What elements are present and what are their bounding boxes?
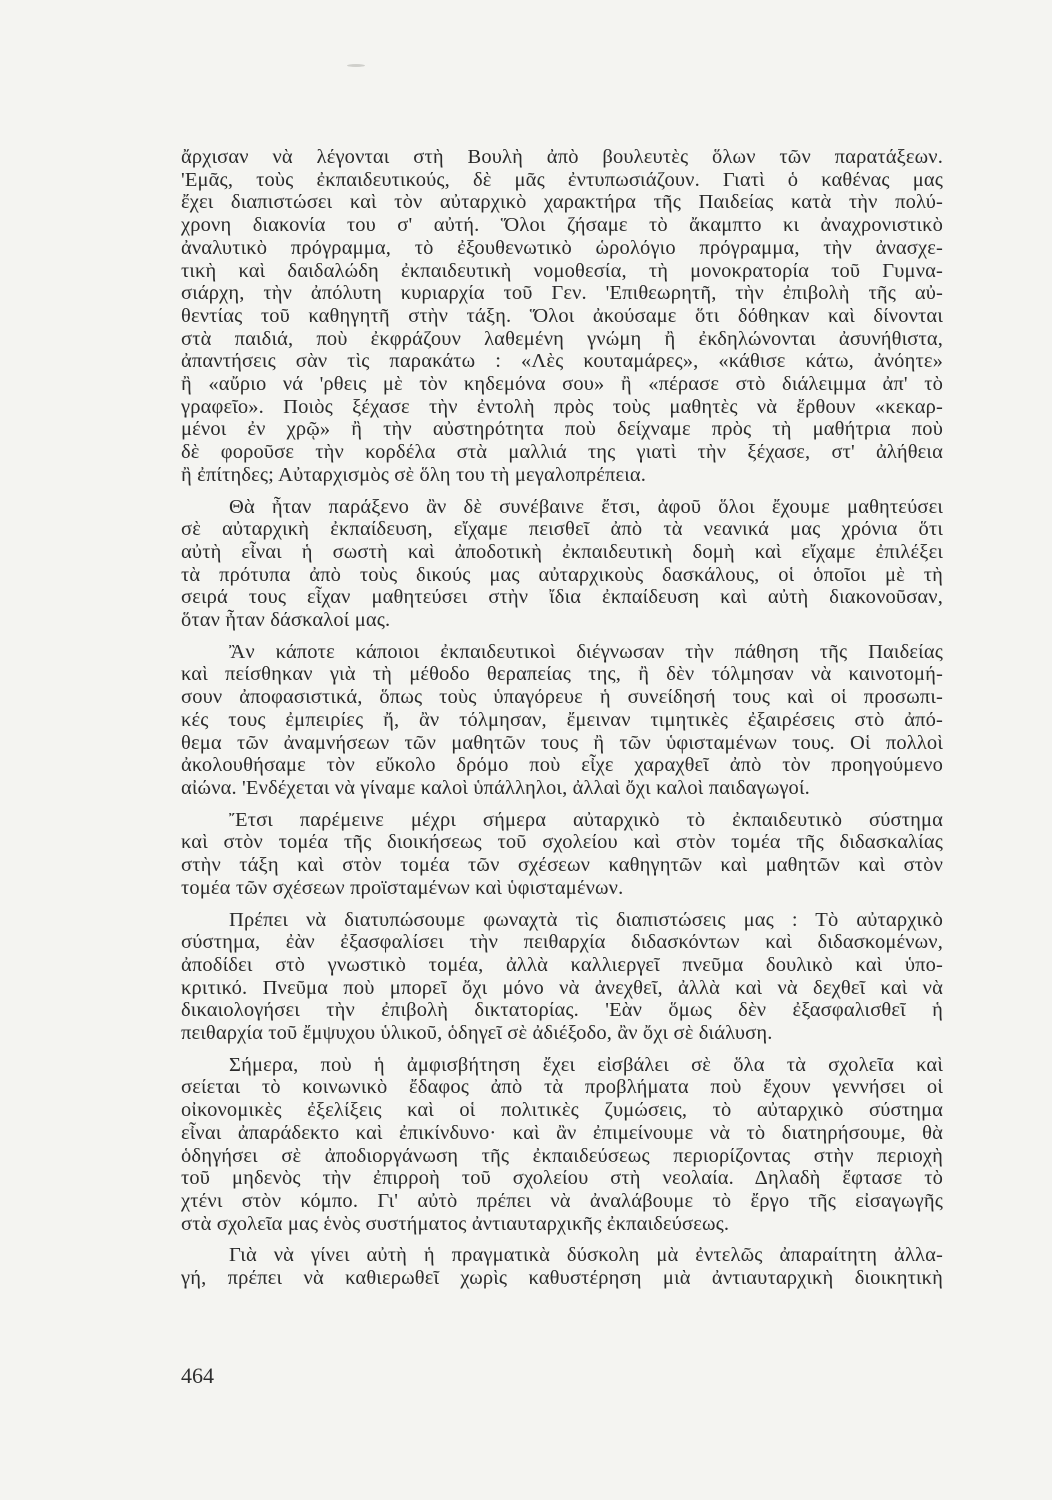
paragraph [181,809,943,900]
paragraph [181,1244,943,1289]
paragraph [181,641,943,800]
text-line: σειρά τους εἶχαν μαθητεύσει στὴν ἴδια ἐκπαίδευση καὶ αὐτὴ διακονοῦσαν, [181,586,943,609]
paragraph [181,496,943,632]
text-line: σιάρχη, τὴν ἀπόλυτη κυριαρχία τοῦ Γεν. 'Επιθεωρητῆ, τὴν ἐπιβολὴ τῆς αὐ- [181,282,943,305]
text-line: ἀναλυτικὸ πρόγραμμα, τὸ ἐξουθενωτικὸ ὡρολόγιο πρόγραμμα, τὴν ἀνασχε- [181,236,943,259]
text-line: εἶναι ἀπαράδεκτο καὶ ἐπικίνδυνο· καὶ ἂν ἐπιμείνουμε νὰ τὸ διατηρήσουμε, θὰ [181,1121,943,1144]
text-line: ἢ «αὔριο νά 'ρθεις μὲ τὸν κηδεμόνα σου» ἢ «πέρασε στὸ διάλειμμα ἀπ' τὸ [181,373,943,396]
text-line: σουν ἀποφασιστικά, ὅπως τοὺς ὑπαγόρευε ἡ συνείδησή τους καὶ οἱ προσωπι- [181,686,943,709]
text-line: στὰ σχολεῖα μας ἑνὸς συστήματος ἀντιαυταρχικῆς ἐκπαιδεύσεως. [181,1212,730,1235]
text-line: ἔχει διαπιστώσει καὶ τὸν αὐταρχικὸ χαρακτήρα τῆς Παιδείας κατὰ τὴν πολύ- [181,191,943,214]
text-line: ἀκολουθήσαμε τὸν εὔκολο δρόμο ποὺ εἶχε χαραχθεῖ ἀπὸ τὸν προηγούμενο [181,754,943,777]
text-line: αὐτὴ εἶναι ἡ σωστὴ καὶ ἀποδοτικὴ ἐκπαιδευτικὴ δομὴ καὶ εἴχαμε ἐπιλέξει [181,540,943,563]
text-line: Ἂν κάποτε κάποιοι ἐκπαιδευτικοὶ διέγνωσαν τὴν πάθηση τῆς Παιδείας [229,640,943,663]
text-line: τομέα τῶν σχέσεων προϊσταμένων καὶ ὑφισταμένων. [181,876,624,899]
page-number: 464 [181,1363,214,1388]
text-line: Ἔτσι παρέμεινε μέχρι σήμερα αὐταρχικὸ τὸ ἐκπαιδευτικὸ σύστημα [229,808,943,831]
text-line: γραφεῖο». Ποιὸς ξέχασε τὴν ἐντολὴ πρὸς τοὺς μαθητὲς νὰ ἔρθουν «κεκαρ- [181,395,943,418]
text-line: στὴν τάξη καὶ στὸν τομέα τῶν σχέσεων καθηγητῶν καὶ μαθητῶν καὶ στὸν [181,854,943,877]
text-line: Πρέπει νὰ διατυπώσουμε φωναχτὰ τὶς διαπιστώσεις μας : Τὸ αὐταρχικὸ [229,908,943,931]
text-line: καὶ στὸν τομέα τῆς διοικήσεως τοῦ σχολείου καὶ στὸν τομέα τῆς διδασκαλίας [181,831,943,854]
text-line: τὰ πρότυπα ἀπὸ τοὺς δικούς μας αὐταρχικοὺς δασκάλους, οἱ ὁποῖοι μὲ τὴ [181,563,943,586]
text-line: τικὴ καὶ δαιδαλώδη ἐκπαιδευτικὴ νομοθεσία, τὴ μονοκρατορία τοῦ Γυμνα- [181,259,943,282]
text-line: θεμα τῶν ἀναμνήσεων τῶν μαθητῶν τους ἢ τῶν ὑφισταμένων τους. Οἱ πολλοὶ [181,731,943,754]
text-line: ἀπαντήσεις σὰν τὶς παρακάτω : «Λὲς κουταμάρες», «κάθισε κάτω, ἀνόητε» [181,350,943,373]
text-line: ἄρχισαν νὰ λέγονται στὴ Βουλὴ ἀπὸ βουλευτὲς ὅλων τῶν παρατάξεων. [181,146,943,168]
text-line: χρονη διακονία του σ' αὐτή. Ὅλοι ζήσαμε τὸ ἄκαμπτο κι ἀναχρονιστικὸ [181,214,943,237]
text-line: κριτικό. Πνεῦμα ποὺ μπορεῖ ὄχι μόνο νὰ ἀνεχθεῖ, ἀλλὰ καὶ νὰ δεχθεῖ καὶ νὰ [181,976,943,999]
paragraph [181,909,943,1045]
paragraph [181,1054,943,1236]
text-line: Σήμερα, ποὺ ἡ ἀμφισβήτηση ἔχει εἰσβάλει σὲ ὅλα τὰ σχολεῖα καὶ [229,1053,943,1076]
text-line: στὰ παιδιά, ποὺ ἐκφράζουν λαθεμένη γνώμη ἢ ἐκδηλώνονται ἀσυνήθιστα, [181,327,943,350]
text-line: ὁδηγήσει σὲ ἀποδιοργάνωση τῆς ἐκπαιδεύσεως περιορίζοντας στὴν περιοχὴ [181,1144,943,1167]
text-line: σὲ αὐταρχικὴ ἐκπαίδευση, εἴχαμε πεισθεῖ ἀπὸ τὰ νεανικά μας χρόνια ὅτι [181,518,943,541]
text-line: πειθαρχία τοῦ ἔμψυχου ὑλικοῦ, ὁδηγεῖ σὲ ἀδιέξοδο, ἂν ὄχι σὲ διάλυση. [181,1022,773,1045]
text-line: γή, πρέπει νὰ καθιερωθεῖ χωρὶς καθυστέρηση μιὰ ἀντιαυταρχικὴ διοικητικὴ [181,1267,943,1290]
text-line: 'Εμᾶς, τοὺς ἐκπαιδευτικούς, δὲ μᾶς ἐντυπωσιάζουν. Γιατὶ ὁ καθένας μας [181,168,943,191]
text-line: δὲ φοροῦσε τὴν κορδέλα στὰ μαλλιά της γιατὶ τὴν ξέχασε, στ' ἀλήθεια [181,441,943,464]
text-line: καὶ πείσθηκαν γιὰ τὴ μέθοδο θεραπείας της, ἢ δὲν τόλμησαν νὰ καινοτομή- [181,663,943,686]
text-line: δικαιολογήσει τὴν ἐπιβολὴ δικτατορίας. 'Εὰν ὅμως δὲν ἐξασφαλισθεῖ ἡ [181,999,943,1022]
text-line: Θὰ ἦταν παράξενο ἂν δὲ συνέβαινε ἔτσι, ἀφοῦ ὅλοι ἔχουμε μαθητεύσει [229,495,943,518]
text-line: σείεται τὸ κοινωνικὸ ἔδαφος ἀπὸ τὰ προβλήματα ποὺ ἔχουν γεννήσει οἱ [181,1076,943,1099]
text-line: μένοι ἐν χρῷ» ἢ τὴν αὐστηρότητα ποὺ δείχναμε πρὸς τὴ μαθήτρια ποὺ [181,418,943,441]
text-line: ἢ ἐπίτηδες; Αὐταρχισμὸς σὲ ὅλη του τὴ μεγαλοπρέπεια. [181,463,647,486]
paragraph [181,146,943,487]
text-line: οἰκονομικὲς ἐξελίξεις καὶ οἱ πολιτικὲς ζυμώσεις, τὸ αὐταρχικὸ σύστημα [181,1099,943,1122]
text-line: χτένι στὸν κόμπο. Γι' αὐτὸ πρέπει νὰ ἀναλάβουμε τὸ ἔργο τῆς εἰσαγωγῆς [181,1189,943,1212]
text-line: θεντίας τοῦ καθηγητῆ στὴν τάξη. Ὅλοι ἀκούσαμε ὅτι δόθηκαν καὶ δίνονται [181,304,943,327]
text-line: ὅταν ἦταν δάσκαλοί μας. [181,609,391,632]
text-line: ἀποδίδει στὸ γνωστικὸ τομέα, ἀλλὰ καλλιεργεῖ πνεῦμα δουλικὸ καὶ ὑπο- [181,953,943,976]
text-line: αἰώνα. 'Ενδέχεται νὰ γίναμε καλοὶ ὑπάλληλοι, ἀλλαὶ ὄχι καλοὶ παιδαγωγοί. [181,776,810,799]
text-line: σύστημα, ἐὰν ἐξασφαλίσει τὴν πειθαρχία διδασκόντων καὶ διδασκομένων, [181,931,943,954]
text-line: Γιὰ νὰ γίνει αὐτὴ ἡ πραγματικὰ δύσκολη μὰ ἐντελῶς ἀπαραίτητη ἀλλα- [229,1244,943,1267]
scan-speck [347,64,365,67]
text-line: κές τους ἐμπειρίες ἤ, ἂν τόλμησαν, ἔμειναν τιμητικὲς ἐξαιρέσεις στὸ ἀπό- [181,708,943,731]
body-text [181,146,943,1299]
text-line: τοῦ μηδενὸς τὴν ἐπιρροὴ τοῦ σχολείου στὴ νεολαία. Δηλαδὴ ἔφτασε τὸ [181,1167,943,1190]
